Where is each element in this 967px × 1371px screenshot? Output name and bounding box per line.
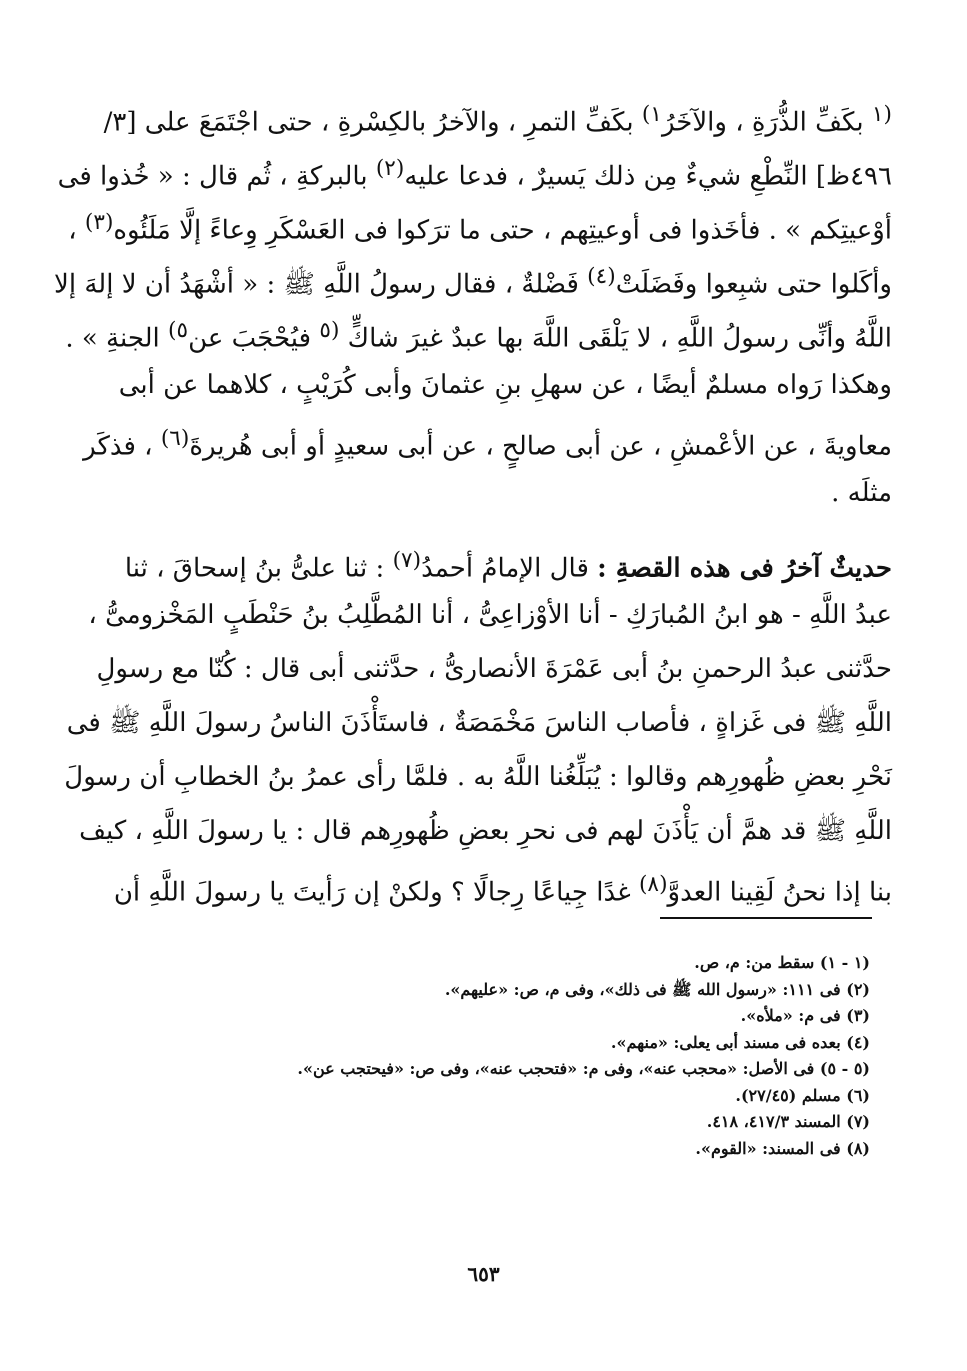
- footnote: (٧) المسند ٤١٧/٣، ٤١٨.: [706, 1112, 870, 1131]
- footnote: (٢) فى ١١١: «رسول الله ﷺ فى ذلك»، وفى م، ص: «عليهم».: [444, 979, 870, 999]
- body-line: نَحْرِ بعضِ ظُهورِهم وقالوا : يُبَلِّغُنا اللَّهُ به . فلمَّا رأى عمرُ بنُ الخطابِ أن رسولَ: [64, 762, 892, 792]
- body-line: اللَّهِ ﷺ فى غَزاةٍ ، فأصاب الناسَ مَخْمَصَةٌ ، فاستَأْذَنَ الناسُ رسولَ اللَّهِ ﷺ فى: [66, 708, 892, 738]
- body-line: ٤٩٦ظ] النِّطْعِ شيءٌ مِن ذلك يَسيرٌ ، فدعا عليه$^{(٢)}$ بالبركةِ ، ثُم قال : « خُذوا فى: [57, 156, 892, 192]
- footnote: (١ - ١) سقط من: م، ص.: [694, 953, 870, 972]
- body-line: $^{(١}$ بكَفِّ الذُّرَةِ ، والآخَرُ$^{١)}$ بكَفِّ التمرِ ، والآخرُ بالكِسْرةِ ، حتى اجْتَمَعَ على [٣/: [103, 102, 892, 138]
- footnote-divider: [660, 917, 872, 919]
- footnote: (٣) فى م: «ملأه».: [740, 1006, 870, 1025]
- body-line: حدَّثنى عبدُ الرحمنِ بنُ أبى عَمْرَةَ الأنصارىُّ ، حدَّثنى أبى قال : كُنّا مع رسولِ: [96, 654, 892, 684]
- body-line: معاويةَ ، عن الأعْمشِ ، عن أبى صالحٍ ، عن أبى سعيدٍ أو أبى هُريرةَ$^{(٦)}$ ، فذكَر: [83, 426, 892, 462]
- section-heading-line: حديثٌ آخرُ فى هذه القصةِ : قال الإمامُ أحمدُ$^{(٧)}$ : ثنا علىُّ بنُ إسحاقَ ، ثنا: [124, 548, 892, 584]
- body-line: مثلَه .: [831, 478, 892, 508]
- body-line: وأكَلوا حتى شبِعوا وفَضَلَتْ$^{(٤)}$ فَضْلةٌ ، فقال رسولُ اللَّهِ ﷺ : « أشْهَدُ أن لا إلهَ إلا: [54, 264, 892, 300]
- body-line: اللَّهِ ﷺ قد همَّ أن يَأْذَنَ لهم فى نحرِ بعضِ ظُهورِهم قال : يا رسولَ اللَّهِ ، كيف: [79, 816, 892, 846]
- body-text: [54, 88, 892, 912]
- body-line: بنا إذا نحنُ لَقِينا العدوَّ$^{(٨)}$ غدًا جِياعًا رِجالًا ؟ ولكنْ إن رَأيتَ يا رسولَ اللَّهِ أن: [113, 872, 892, 908]
- footnote: (٦) مسلم (٢٧/٤٥).: [735, 1085, 870, 1105]
- page-number: ٦٥٣: [467, 1262, 500, 1286]
- body-line: اللَّهُ وأنِّى رسولُ اللَّهِ ، لا يَلْقَى اللَّهَ بها عبدٌ غيرَ شاكٍّ $^{(٥}$ فيُحْجَبَ عن$^{٥)}$ الجنةِ » .: [65, 318, 892, 354]
- footnote: (٨) فى المسند: «القوم».: [695, 1138, 870, 1158]
- body-line: عبدُ اللَّهِ - هو ابنُ المُبارَكِ - أنا الأوْزاعِىُّ ، أنا المُطَّلِبُ بنُ حَنْطَبٍ المَخْزومىُّ ،: [88, 600, 892, 630]
- footnote: (٥ - ٥) فى الأصل: «محجب عنه»، وفى م: «فتحجب عنه»، وفى ص: «فيحتجب عن».: [297, 1059, 870, 1078]
- body-line: وهكذا رَواه مسلمٌ أيضًا ، عن سهلِ بنِ عثمانَ وأبى كُرَيْبٍ ، كلاهما عن أبى: [118, 370, 892, 400]
- footnote: (٤) بعده فى مسند أبى يعلى: «منهم».: [610, 1032, 870, 1052]
- body-line: أوْعيتِكم » . فأخَذوا فى أوعيتِهم ، حتى ما ترَكوا فى العَسْكَرِ وِعاءً إلَّا مَلَئُوه$^{(٣)}$ ،: [68, 210, 892, 246]
- footnotes: [140, 950, 870, 1162]
